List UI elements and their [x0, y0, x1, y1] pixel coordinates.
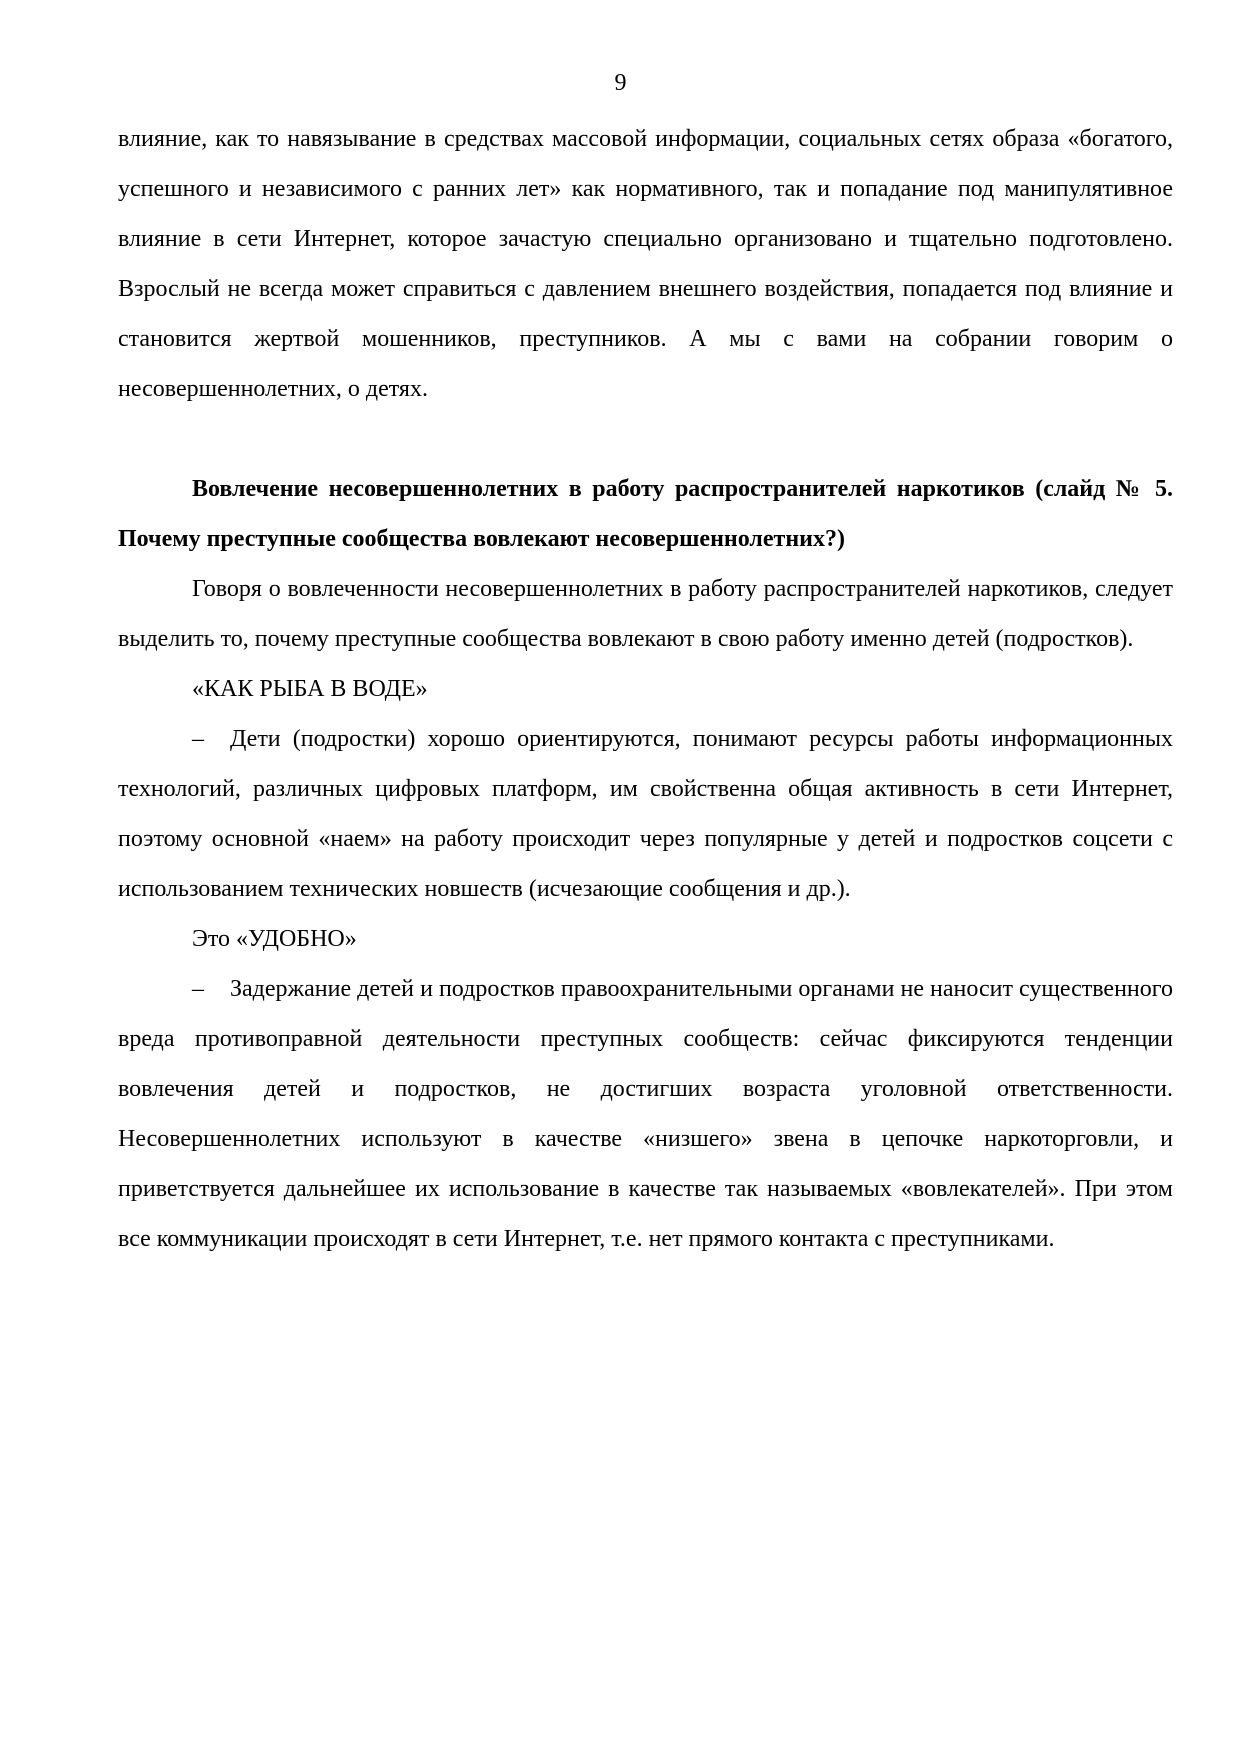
subheading-convenient: Это «УДОБНО» [192, 926, 357, 952]
paragraph-involvement: Говоря о вовлеченности несовершеннолетних в работу распространителей наркотиков, следует выделить то, почему преступные сообщества вовлекают в свою работу именно детей (подростков). [118, 576, 1173, 652]
paragraph-spacer [118, 414, 1173, 464]
dash-marker: – [192, 976, 204, 1002]
list-item-text: Задержание детей и подростков правоохранительными органами не наносит существенного вреда противоправной деятельности преступных сообществ: сейчас фиксируются тенденции вовлечения детей и подростков, не достигших возраста уголовной ответственности. Несовершеннолетних используют в качестве «низшего» звена в цепочке наркоторговли, и приветствуется дальнейшее их использование в качестве так называемых «вовлекателей». При этом все коммуникации происходят в сети Интернет, т.е. нет прямого контакта с преступниками. [118, 976, 1173, 1252]
list-item-orientation [118, 714, 1173, 914]
section-heading: Вовлечение несовершеннолетних в работу распространителей наркотиков (слайд № 5. Почему преступные сообщества вовлекают несовершеннолетних?) [118, 476, 1173, 552]
paragraph-intro-continuation: влияние, как то навязывание в средствах массовой информации, социальных сетях образа «богатого, успешного и независимого с ранних лет» как нормативного, так и попадание под манипулятивное влияние в сети Интернет, которое зачастую специально организовано и тщательно подготовлено. Взрослый не всегда может справиться с давлением внешнего воздействия, попадается под влияние и становится жертвой мошенников, преступников. А мы с вами на собрании говорим о несовершеннолетних, о детях. [118, 126, 1173, 402]
subheading-fish-in-water: «КАК РЫБА В ВОДЕ» [192, 676, 428, 702]
dash-marker: – [192, 726, 204, 752]
document-body [118, 114, 1173, 1264]
list-item-text: Дети (подростки) хорошо ориентируются, понимают ресурсы работы информационных технологий, различных цифровых платформ, им свойственна общая активность в сети Интернет, поэтому основной «наем» на работу происходит через популярные у детей и подростков соцсети с использованием технических новшеств (исчезающие сообщения и др.). [118, 726, 1173, 902]
page-number: 9 [614, 70, 627, 96]
list-item-detention [118, 964, 1173, 1264]
